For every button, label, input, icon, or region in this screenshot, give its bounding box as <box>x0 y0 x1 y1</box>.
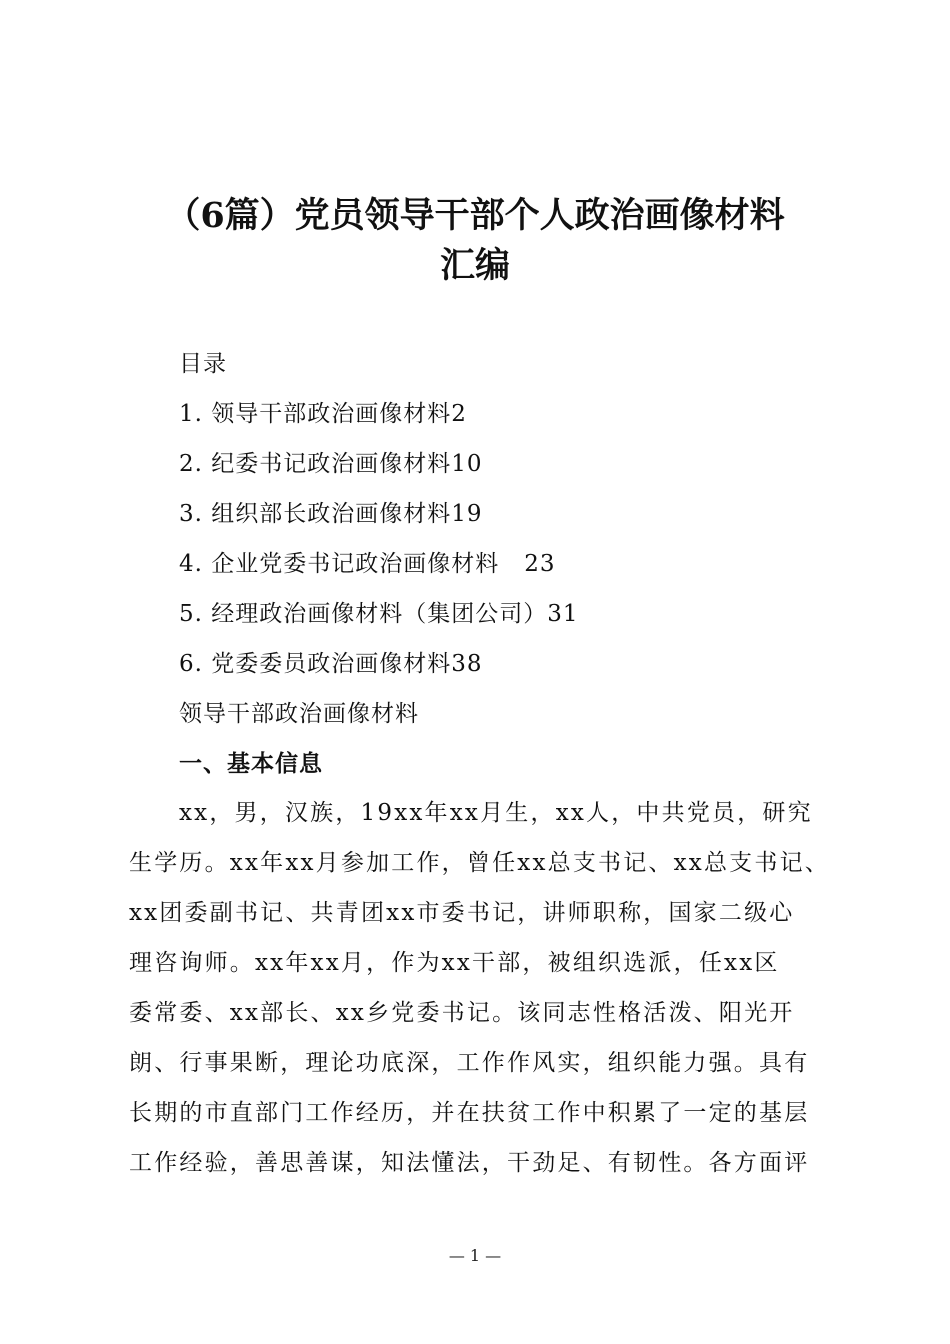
body-line: 长期的市直部门工作经历，并在扶贫工作中积累了一定的基层 <box>129 1100 810 1126</box>
subheading: 一、基本信息 <box>179 750 323 777</box>
document-title-line-1: （6篇）党员领导干部个人政治画像材料 <box>165 195 785 236</box>
body-line: 生学历。xx年xx月参加工作，曾任xx总支书记、xx总支书记、 <box>129 850 830 876</box>
toc-item: 6. 党委委员政治画像材料38 <box>179 651 483 677</box>
toc-item: 4. 企业党委书记政治画像材料 23 <box>179 551 556 577</box>
toc-item: 1. 领导干部政治画像材料2 <box>179 401 467 427</box>
page-number: — 1 — <box>448 1246 502 1265</box>
body-line: xx团委副书记、共青团xx市委书记，讲师职称，国家二级心 <box>129 900 795 926</box>
body-line: 朗、行事果断，理论功底深，工作作风实，组织能力强。具有 <box>129 1050 810 1076</box>
section-title: 领导干部政治画像材料 <box>179 701 419 727</box>
body-line: 委常委、xx部长、xx乡党委书记。该同志性格活泼、阳光开 <box>129 1000 795 1026</box>
toc-heading: 目录 <box>179 351 227 377</box>
body-line: xx，男，汉族，19xx年xx月生，xx人，中共党员，研究 <box>179 800 813 826</box>
toc-item: 5. 经理政治画像材料（集团公司）31 <box>179 601 579 627</box>
document-title-line-2: 汇编 <box>439 245 510 286</box>
toc-item: 2. 纪委书记政治画像材料10 <box>179 451 483 477</box>
toc-item: 3. 组织部长政治画像材料19 <box>179 501 483 527</box>
body-line: 理咨询师。xx年xx月，作为xx干部，被组织选派，任xx区 <box>129 950 780 976</box>
body-line: 工作经验，善思善谋，知法懂法，干劲足、有韧性。各方面评 <box>129 1150 810 1176</box>
